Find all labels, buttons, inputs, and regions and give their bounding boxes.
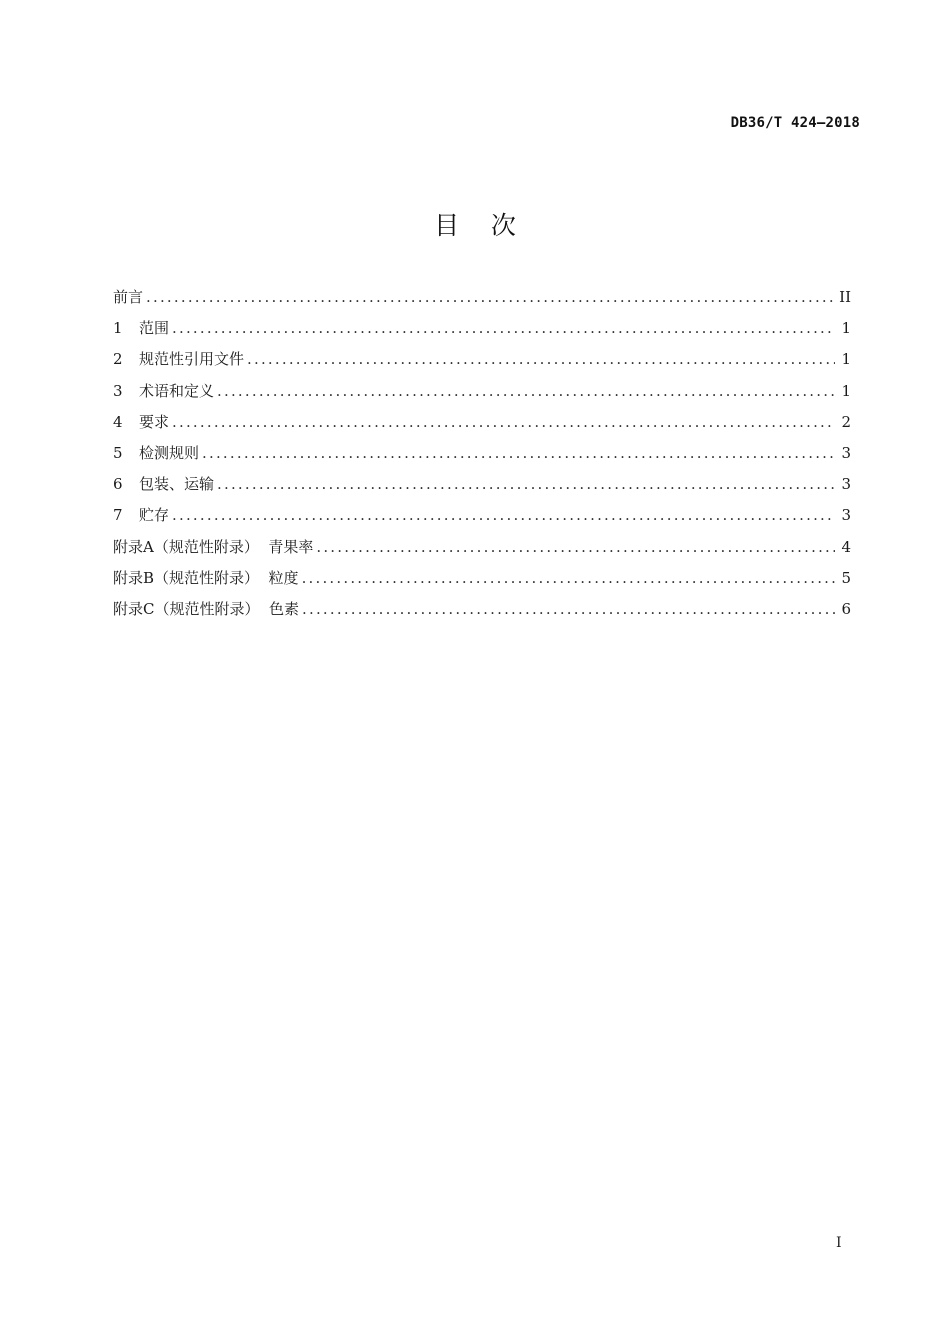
toc-entry-title: 范围 (139, 319, 170, 338)
toc-entry-scope[interactable] (113, 317, 851, 348)
toc-entry-number: 1 (113, 319, 123, 338)
toc-page-number: 4 (841, 537, 851, 556)
toc-entry-storage[interactable] (113, 504, 851, 535)
toc-entry-title: 附录A（规范性附录） 青果率 (113, 537, 314, 556)
toc-entry-number: 4 (113, 412, 123, 431)
toc-dot-leader (302, 567, 835, 589)
toc-page-number: 1 (841, 319, 851, 338)
toc-entry-packaging-transport[interactable] (113, 473, 851, 504)
table-of-contents (113, 286, 851, 629)
toc-entry-number: 2 (113, 350, 123, 369)
toc-dot-leader (172, 317, 835, 339)
toc-entry-title: 术语和定义 (139, 381, 215, 400)
toc-entry-inspection-rules[interactable] (113, 442, 851, 473)
toc-entry-title: 贮存 (139, 506, 170, 525)
toc-dot-leader (172, 504, 835, 526)
toc-page-number: 1 (841, 381, 851, 400)
page-title: 目 次 (434, 211, 516, 240)
toc-dot-leader (302, 598, 835, 620)
toc-dot-leader (172, 411, 835, 433)
toc-entry-number: 6 (113, 475, 123, 494)
toc-dot-leader (202, 442, 835, 464)
toc-entry-number: 3 (113, 381, 123, 400)
toc-entry-foreword[interactable] (113, 286, 851, 317)
standard-code-header: DB36/T 424—2018 (730, 115, 860, 131)
toc-page-number: 3 (841, 506, 851, 525)
toc-dot-leader (247, 348, 835, 370)
toc-entry-title: 附录B（规范性附录） 粒度 (113, 568, 299, 587)
page-number-footer: I (836, 1235, 842, 1251)
toc-entry-annex-c[interactable] (113, 598, 851, 629)
toc-entry-terms-definitions[interactable] (113, 380, 851, 411)
toc-dot-leader (316, 536, 835, 558)
toc-page-number: 5 (841, 568, 851, 587)
toc-entry-number: 5 (113, 443, 123, 462)
toc-dot-leader (217, 473, 835, 495)
toc-entry-title: 规范性引用文件 (139, 350, 245, 369)
toc-page-number: 6 (841, 599, 851, 618)
toc-entry-number: 7 (113, 506, 123, 525)
toc-page-number: 3 (841, 443, 851, 462)
toc-page-number: 1 (841, 350, 851, 369)
toc-entry-normative-references[interactable] (113, 348, 851, 379)
toc-entry-annex-b[interactable] (113, 567, 851, 598)
toc-entry-title: 检测规则 (139, 443, 200, 462)
toc-entry-title: 要求 (139, 412, 170, 431)
toc-page-number: II (839, 288, 851, 306)
toc-dot-leader (146, 286, 835, 308)
toc-entry-title: 包装、运输 (139, 475, 215, 494)
toc-page-number: 2 (841, 412, 851, 431)
toc-entry-title: 前言 (113, 288, 144, 306)
toc-dot-leader (217, 380, 835, 402)
toc-page-number: 3 (841, 475, 851, 494)
toc-entry-requirements[interactable] (113, 411, 851, 442)
toc-entry-annex-a[interactable] (113, 536, 851, 567)
toc-entry-title: 附录C（规范性附录） 色素 (113, 599, 300, 618)
